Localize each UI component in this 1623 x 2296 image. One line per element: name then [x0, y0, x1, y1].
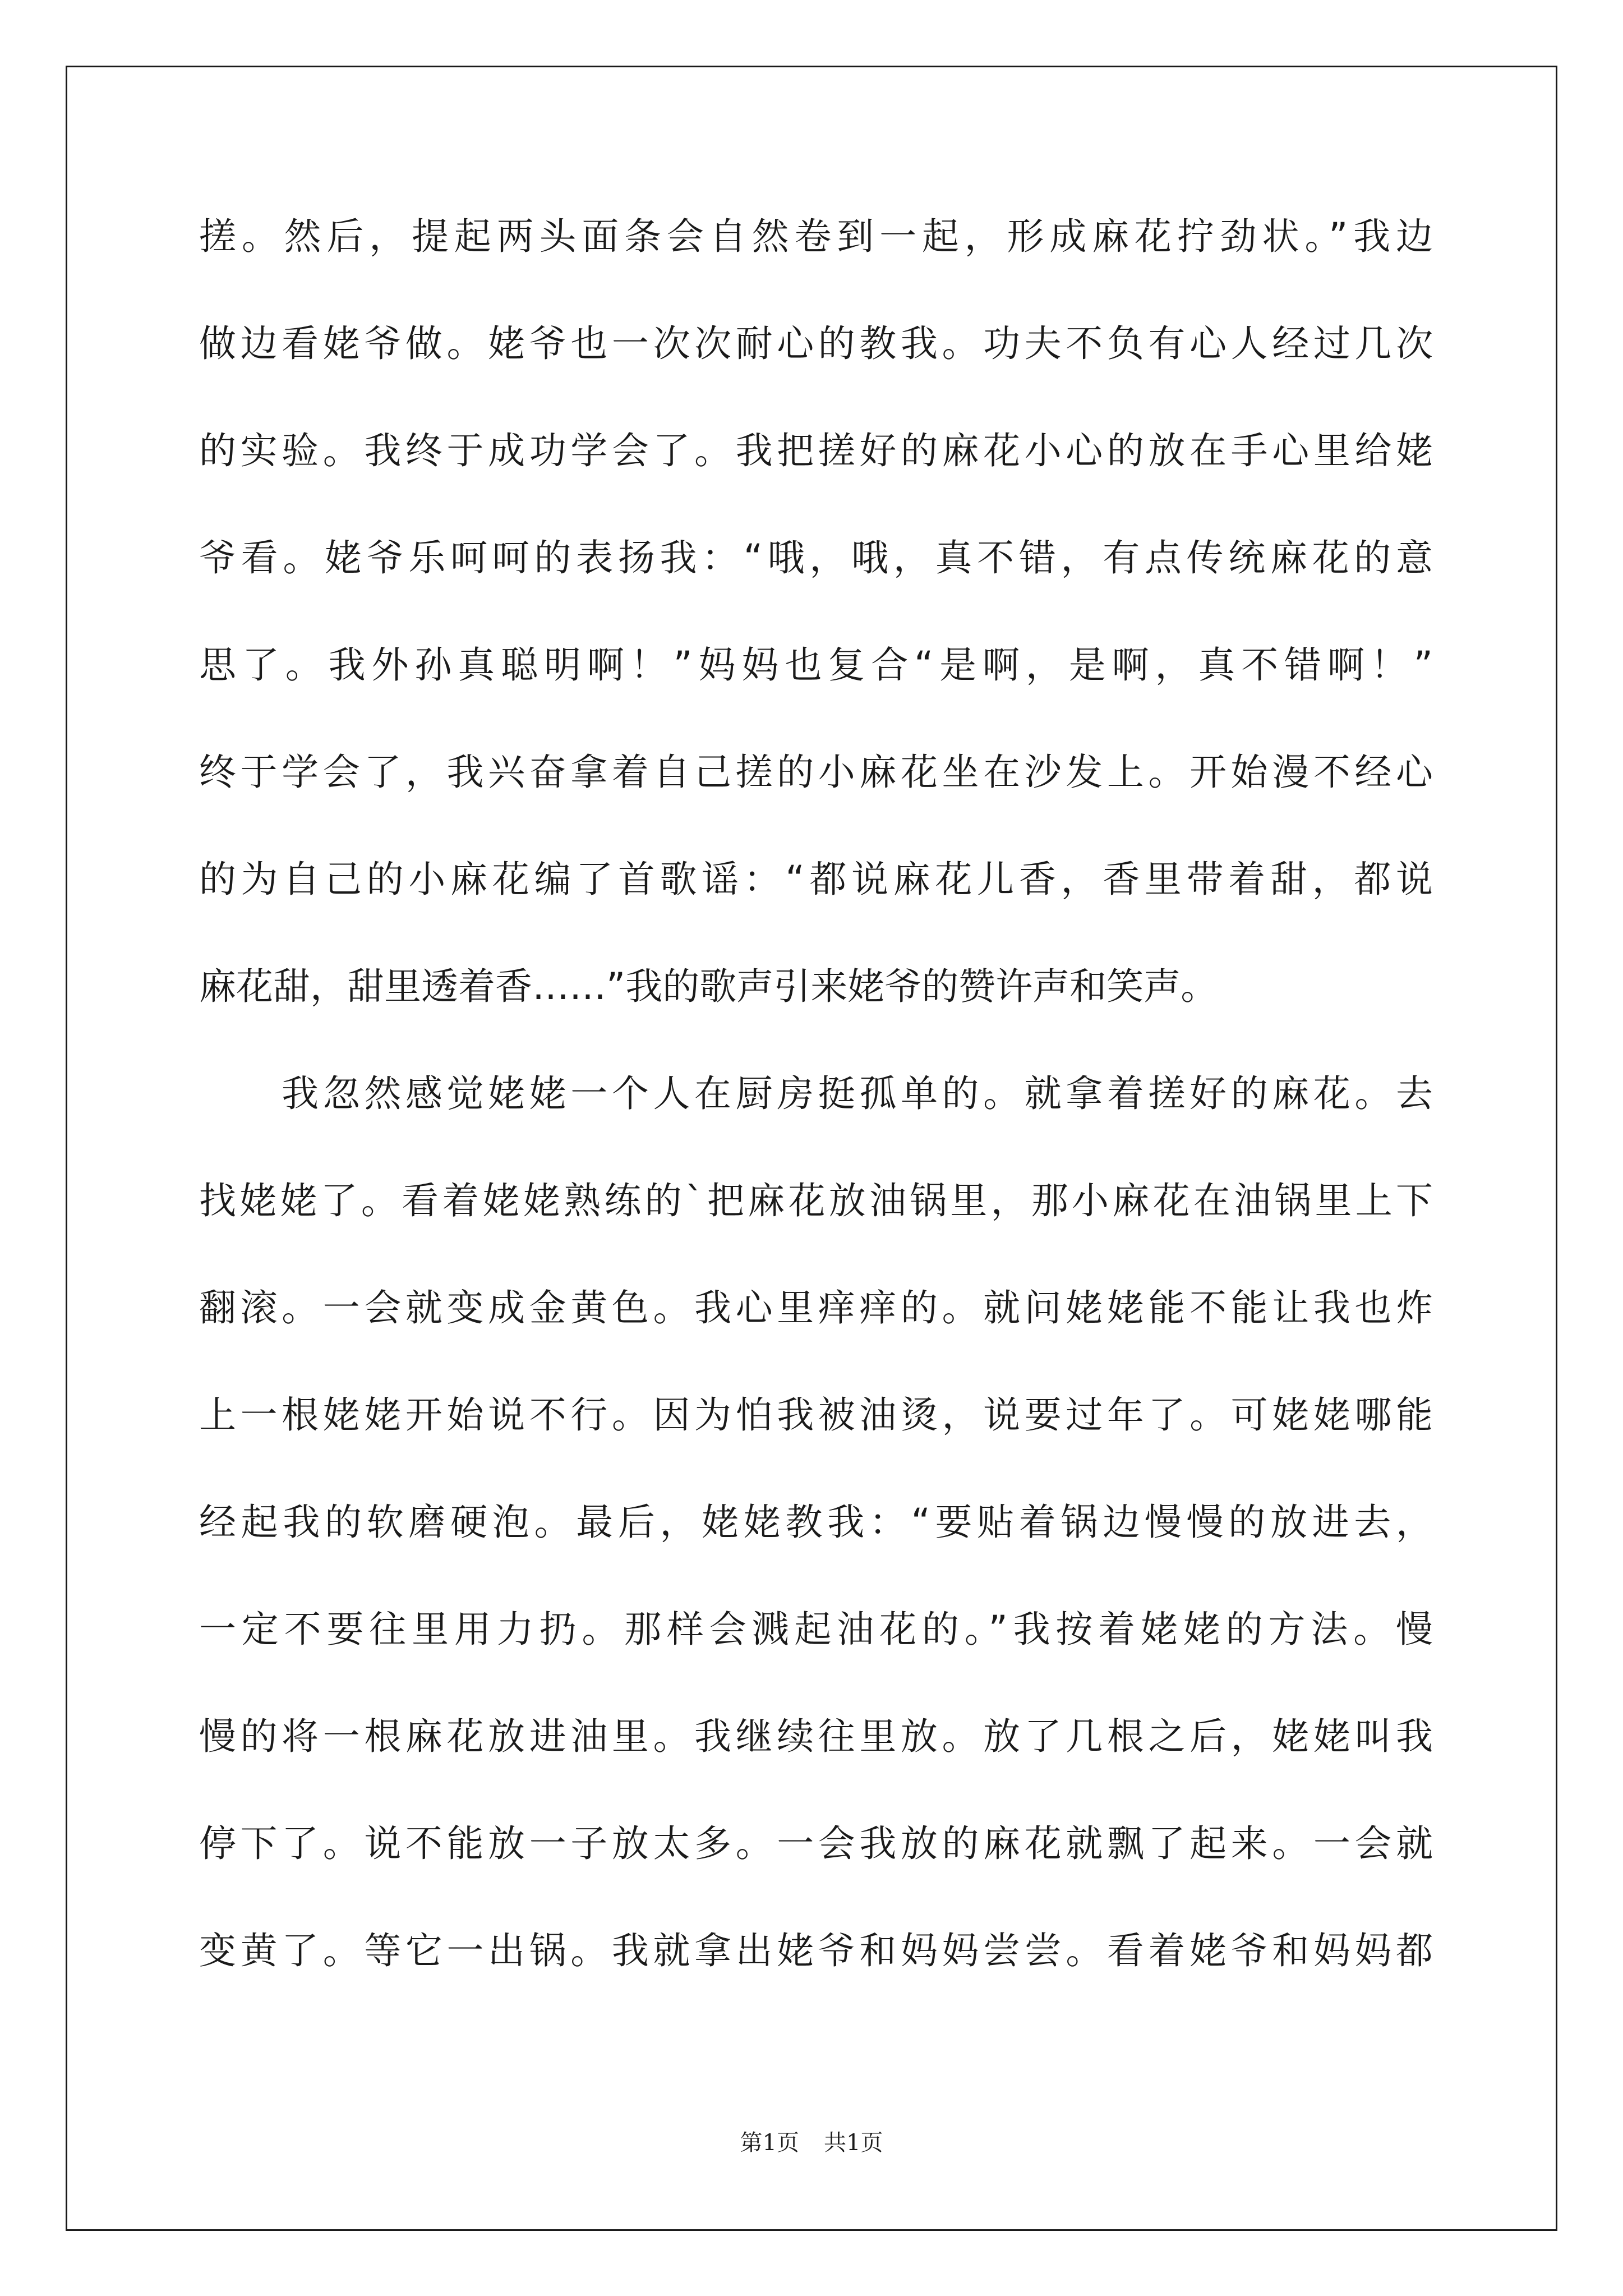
- page-footer: [0, 2129, 1623, 2157]
- text-line: 翻滚。一会就变成金黄色。我心里痒痒的。就问姥姥能不能让我也炸: [199, 1286, 1433, 1329]
- text-line: 一定不要往里用力扔。那样会溅起油花的。”我按着姥姥的方法。慢: [199, 1608, 1433, 1651]
- text-line: 爷看。姥爷乐呵呵的表扬我：“哦，哦，真不错，有点传统麻花的意: [199, 536, 1433, 579]
- text-line: 停下了。说不能放一子放太多。一会我放的麻花就飘了起来。一会就: [199, 1822, 1433, 1865]
- body-text: [199, 210, 1433, 2031]
- text-line: 我忽然感觉姥姥一个人在厨房挺孤单的。就拿着搓好的麻花。去: [199, 1072, 1433, 1115]
- text-line: 找姥姥了。看着姥姥熟练的`把麻花放油锅里，那小麻花在油锅里上下: [199, 1179, 1433, 1222]
- text-line: 慢的将一根麻花放进油里。我继续往里放。放了几根之后，姥姥叫我: [199, 1715, 1433, 1758]
- page-total: 共1页: [824, 2130, 883, 2156]
- text-line: 的为自己的小麻花编了首歌谣：“都说麻花儿香，香里带着甜，都说: [199, 858, 1433, 901]
- text-line: 搓。然后，提起两头面条会自然卷到一起，形成麻花拧劲状。”我边: [199, 215, 1433, 258]
- text-line: 思了。我外孙真聪明啊！”妈妈也复合“是啊，是啊，真不错啊！”: [199, 643, 1433, 687]
- text-line: 变黄了。等它一出锅。我就拿出姥爷和妈妈尝尝。看着姥爷和妈妈都: [199, 1929, 1433, 1972]
- text-line: 终于学会了，我兴奋拿着自己搓的小麻花坐在沙发上。开始漫不经心: [199, 751, 1433, 794]
- text-line: 的实验。我终于成功学会了。我把搓好的麻花小心的放在手心里给姥: [199, 429, 1433, 472]
- text-line: 麻花甜，甜里透着香……”我的歌声引来姥爷的赞许声和笑声。: [199, 965, 1218, 1008]
- text-line: 经起我的软磨硬泡。最后，姥姥教我：“要贴着锅边慢慢的放进去，: [199, 1501, 1433, 1544]
- page-number: 第1页: [740, 2130, 799, 2156]
- text-line: 上一根姥姥开始说不行。因为怕我被油烫，说要过年了。可姥姥哪能: [199, 1393, 1433, 1437]
- text-line: 做边看姥爷做。姥爷也一次次耐心的教我。功夫不负有心人经过几次: [199, 322, 1433, 365]
